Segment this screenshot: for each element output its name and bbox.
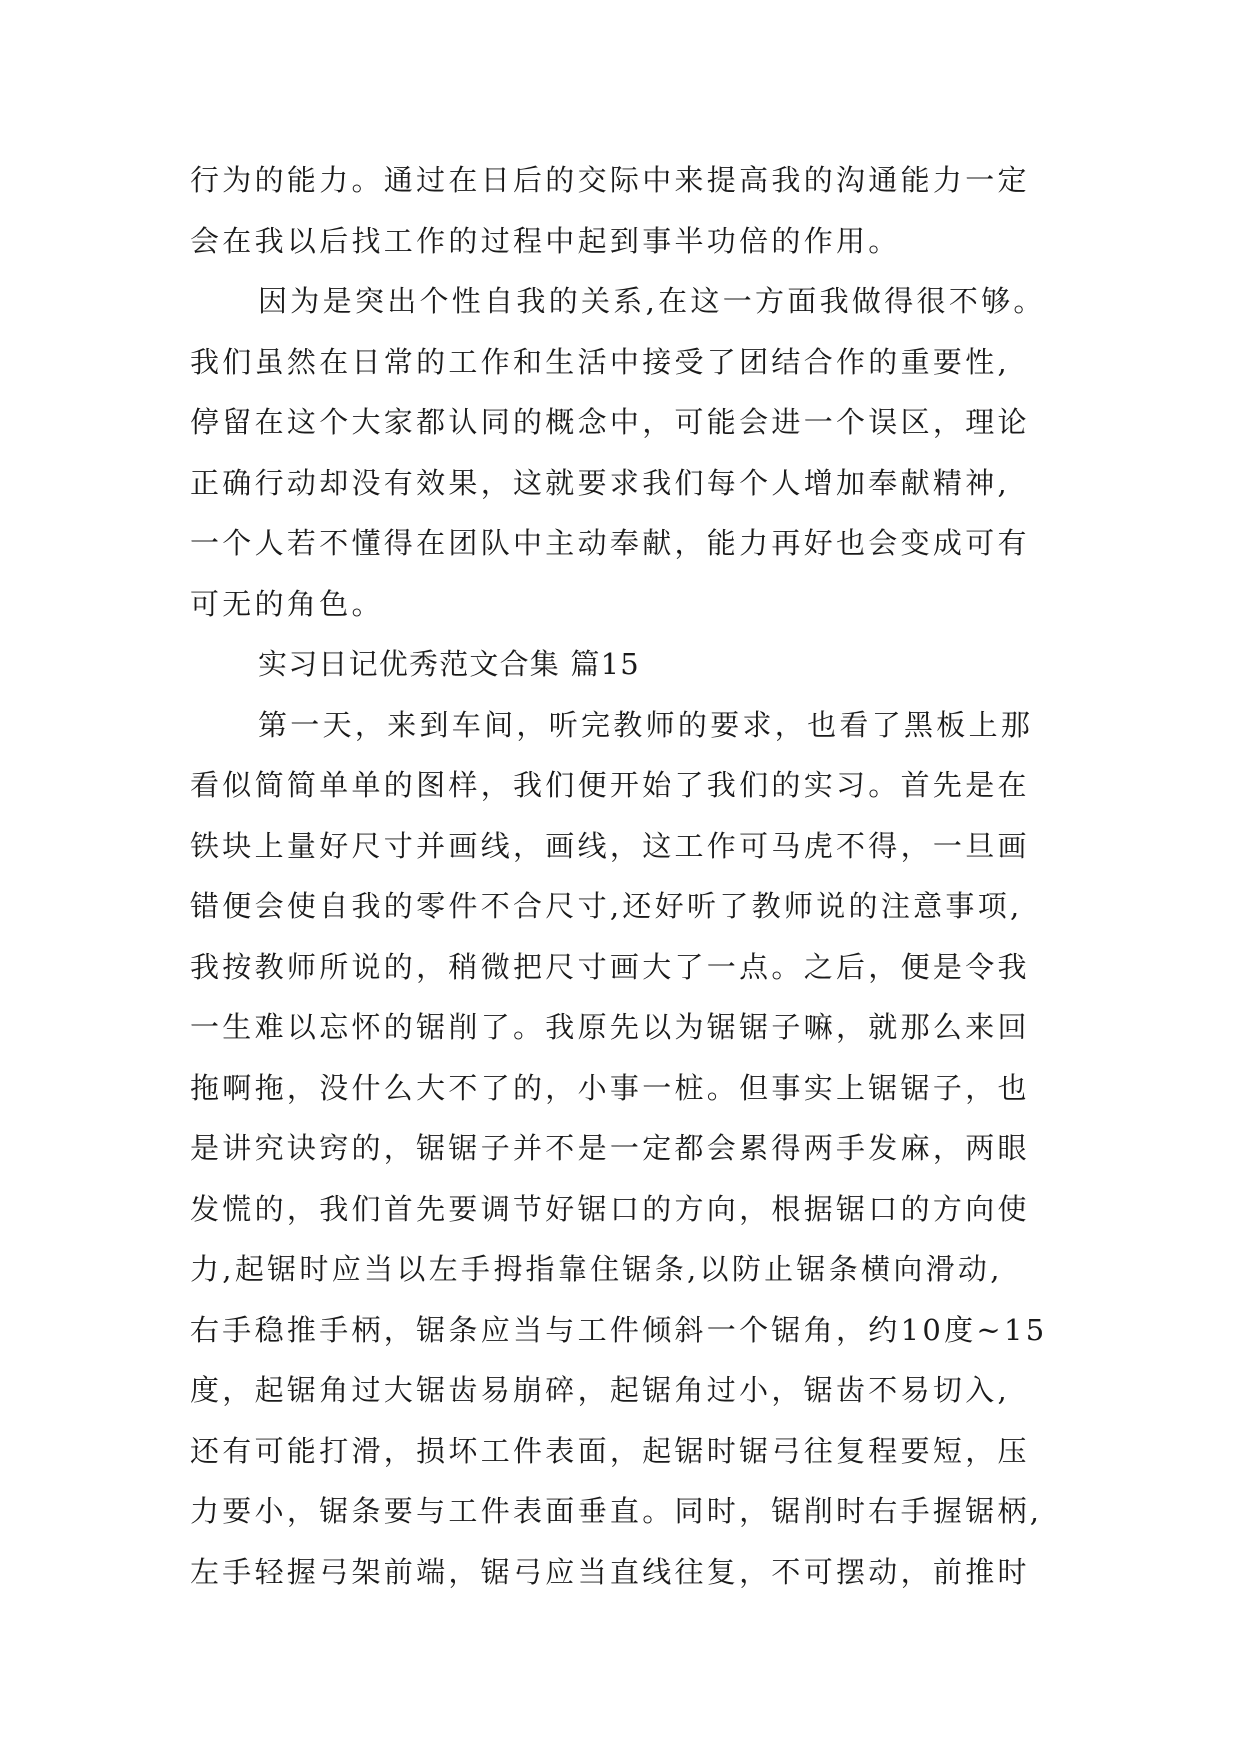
text-line: 一个人若不懂得在团队中主动奉献，能力再好也会变成可有 [190,526,1030,560]
text-line: 会在我以后找工作的过程中起到事半功倍的作用。 [190,223,901,258]
text-line: 我们虽然在日常的工作和生活中接受了团结合作的重要性, [190,344,1011,379]
section-heading: 实习日记优秀范文合集 篇15 [258,647,640,681]
paragraph-first-line: 因为是突出个性自我的关系,在这一方面我做得很不够。 [258,284,1046,318]
text-line: 力要小，锯条要与工件表面垂直。同时，锯削时右手握锯柄, [190,1494,1043,1528]
text-line: 停留在这个大家都认同的概念中，可能会进一个误区，理论 [190,405,1030,439]
text-line: 右手稳推手柄，锯条应当与工件倾斜一个锯角，约10度~15 [190,1312,1048,1347]
text-line: 左手轻握弓架前端，锯弓应当直线往复，不可摆动，前推时 [190,1554,1030,1589]
text-line: 我按教师所说的，稍微把尺寸画大了一点。之后，便是令我 [190,949,1030,984]
text-line: 可无的角色。 [190,586,384,621]
text-line: 度，起锯角过大锯齿易崩碎，起锯角过小，锯齿不易切入, [190,1373,1011,1407]
text-line: 错便会使自我的零件不合尺寸,还好听了教师说的注意事项, [190,889,1023,923]
text-line: 发慌的，我们首先要调节好锯口的方向，根据锯口的方向使 [190,1191,1030,1226]
text-line: 是讲究诀窍的，锯锯子并不是一定都会累得两手发麻，两眼 [190,1131,1030,1165]
text-line: 正确行动却没有效果，这就要求我们每个人增加奉献精神, [190,465,1011,500]
paragraph-first-line: 第一天，来到车间，听完教师的要求，也看了黑板上那 [258,707,1034,742]
text-line: 看似简简单单的图样，我们便开始了我们的实习。首先是在 [190,768,1030,802]
document-body [190,150,1090,1602]
text-line: 力,起锯时应当以左手拇指靠住锯条,以防止锯条横向滑动, [190,1252,1003,1286]
text-line: 拖啊拖，没什么大不了的，小事一桩。但事实上锯锯子，也 [190,1070,1030,1105]
text-line: 行为的能力。通过在日后的交际中来提高我的沟通能力一定 [190,163,1030,197]
text-line: 还有可能打滑，损坏工件表面，起锯时锯弓往复程要短，压 [190,1433,1030,1468]
text-line: 一生难以忘怀的锯削了。我原先以为锯锯子嘛，就那么来回 [190,1010,1030,1044]
text-line: 铁块上量好尺寸并画线，画线，这工作可马虎不得，一旦画 [190,828,1030,863]
